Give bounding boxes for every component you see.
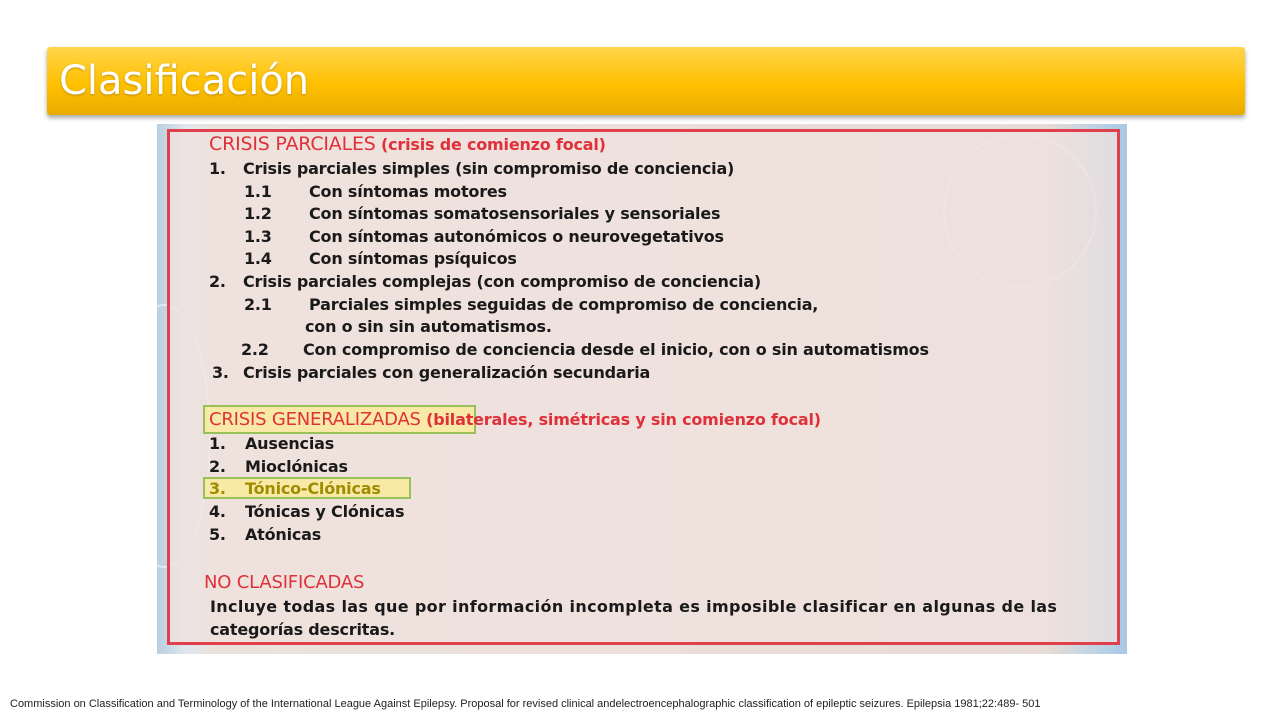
generalized-heading-line xyxy=(209,410,821,430)
list-item xyxy=(244,227,724,247)
list-item xyxy=(244,295,818,315)
item-number: 1.3 xyxy=(244,227,272,246)
unclassified-text xyxy=(210,597,1057,617)
citation: Commission on Classification and Terminology of the International League Against Epilepsy. Proposal for revised clinical andelectroencephalographic classification of epileptic seizures. Epilepsia 1981;22:489- 501 xyxy=(10,698,1041,710)
slide-title: Clasificación xyxy=(59,58,310,104)
item-number: 1.4 xyxy=(244,249,272,268)
item-number: 2. xyxy=(209,457,226,476)
item-number: 5. xyxy=(209,525,226,544)
list-item xyxy=(209,457,348,477)
list-item-highlighted xyxy=(209,479,381,499)
item-text: Ausencias xyxy=(245,434,335,453)
item-number: 2. xyxy=(209,272,226,291)
unclassified-line: categorías descritas. xyxy=(210,620,396,639)
generalized-heading-note: (bilaterales, simétricas y sin comienzo focal) xyxy=(426,410,821,429)
item-text: Tónico-Clónicas xyxy=(245,479,381,498)
partial-heading-line xyxy=(209,134,606,155)
item-text: Con síntomas motores xyxy=(309,182,507,201)
generalized-heading: CRISIS GENERALIZADAS xyxy=(209,409,421,430)
item-number: 4. xyxy=(209,502,226,521)
unclassified-text xyxy=(210,620,395,640)
list-item xyxy=(244,204,720,224)
item-text: Tónicas y Clónicas xyxy=(245,502,405,521)
list-item xyxy=(244,249,517,269)
list-item xyxy=(305,317,552,337)
item-text: Parciales simples seguidas de compromiso de conciencia, xyxy=(309,295,819,314)
item-text: Mioclónicas xyxy=(245,457,348,476)
item-text: Atónicas xyxy=(245,525,322,544)
item-text: Con síntomas autonómicos o neurovegetativos xyxy=(309,227,724,246)
list-item xyxy=(212,363,650,383)
list-item xyxy=(209,159,734,179)
unclassified-heading-line xyxy=(204,573,364,593)
classification-figure xyxy=(157,124,1127,654)
item-text: Crisis parciales simples (sin compromiso de conciencia) xyxy=(243,159,735,178)
item-number: 2.1 xyxy=(244,295,272,314)
unclassified-heading: NO CLASIFICADAS xyxy=(204,572,365,593)
item-number: 3. xyxy=(209,479,226,498)
list-item xyxy=(209,525,321,545)
item-number: 1. xyxy=(209,159,226,178)
item-number: 1.1 xyxy=(244,182,272,201)
partial-heading-note: (crisis de comienzo focal) xyxy=(381,135,606,154)
item-text: Con compromiso de conciencia desde el inicio, con o sin automatismos xyxy=(303,340,929,359)
list-item xyxy=(209,272,761,292)
unclassified-line: Incluye todas las que por información incompleta es imposible clasificar en algunas de las xyxy=(210,597,1058,616)
title-bar xyxy=(47,47,1245,115)
partial-heading: CRISIS PARCIALES xyxy=(209,133,376,155)
list-item xyxy=(209,434,334,454)
item-text: Con síntomas somatosensoriales y sensoriales xyxy=(309,204,721,223)
item-number: 3. xyxy=(212,363,229,382)
item-number: 1.2 xyxy=(244,204,272,223)
item-text: Crisis parciales complejas (con compromiso de conciencia) xyxy=(243,272,761,291)
item-number: 1. xyxy=(209,434,226,453)
item-text: Con síntomas psíquicos xyxy=(309,249,517,268)
list-item xyxy=(241,340,929,360)
item-number: 2.2 xyxy=(241,340,269,359)
list-item xyxy=(209,502,404,522)
item-text: con o sin sin automatismos. xyxy=(305,317,552,336)
list-item xyxy=(244,182,507,202)
item-text: Crisis parciales con generalización secundaria xyxy=(243,363,651,382)
